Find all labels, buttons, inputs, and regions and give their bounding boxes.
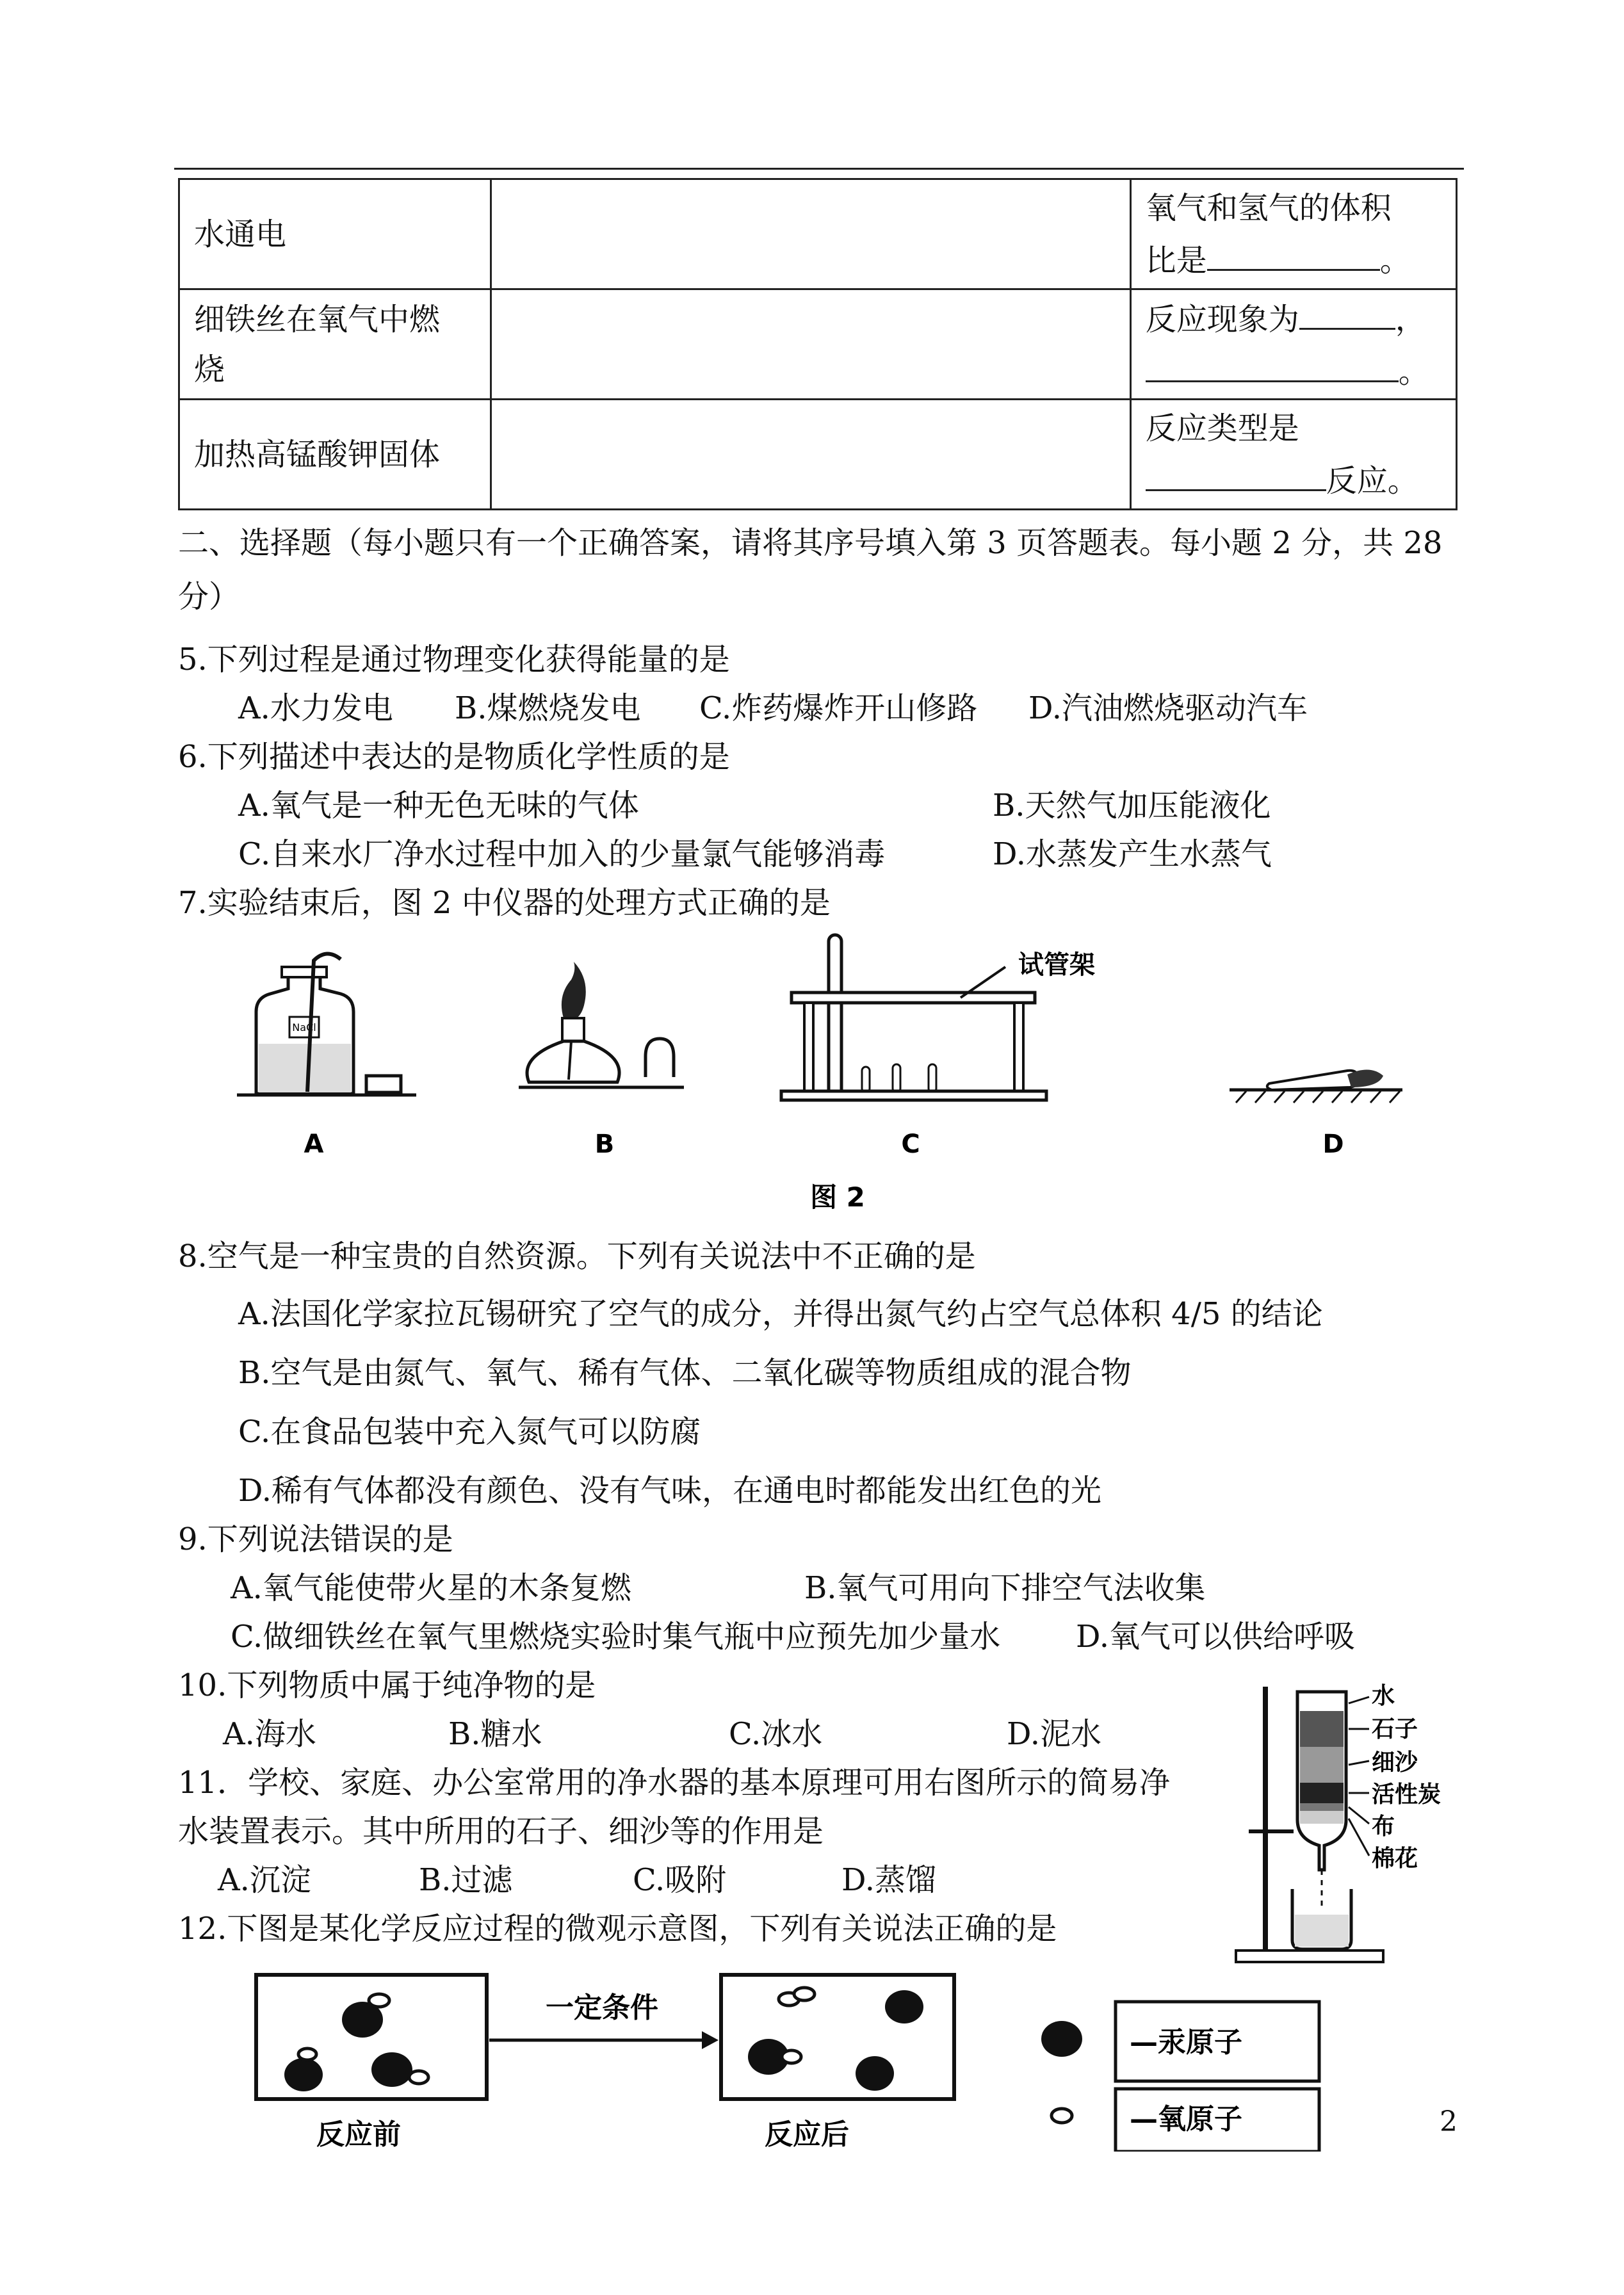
label-a: A: [304, 1130, 324, 1159]
section-heading: 二、选择题（每小题只有一个正确答案，请将其序号填入第 3 页答题表。每小题 2 分，共 28: [178, 525, 1443, 561]
option-a[interactable]: A.氧气能使带火星的木条复燃: [231, 1570, 631, 1606]
reaction-name: 烧: [194, 351, 225, 387]
reaction-name: 细铁丝在氧气中燃: [194, 301, 441, 337]
reaction-name-cell: [179, 289, 491, 400]
note-cell: [1130, 289, 1456, 400]
question-stem: 6.下列描述中表达的是物质化学性质的是: [178, 739, 730, 775]
table-row: [179, 179, 1457, 289]
option-d[interactable]: D.汽油燃烧驱动汽车: [1028, 690, 1308, 726]
table-row: [179, 289, 1457, 400]
answer-blank[interactable]: [1207, 233, 1380, 271]
question-stem: 10.下列物质中属于纯净物的是: [178, 1667, 596, 1703]
answer-blank[interactable]: [1146, 453, 1326, 491]
before-box: [256, 1975, 487, 2099]
water-filter-figure: [1223, 1678, 1492, 1972]
answer-blank[interactable]: [1299, 292, 1395, 330]
filter-label: 活性炭: [1372, 1781, 1441, 1808]
question-stem: 9.下列说法错误的是: [178, 1521, 453, 1557]
option-b[interactable]: B.空气是由氮气、氧气、稀有气体、二氧化碳等物质组成的混合物: [238, 1355, 1132, 1391]
note-line: 反应类型是: [1145, 410, 1299, 446]
label-d: D: [1322, 1130, 1344, 1159]
legend-mercury: [1041, 2002, 1319, 2081]
rack-label: 试管架: [1018, 950, 1095, 980]
instrument-b-alcohol-lamp[interactable]: [519, 962, 684, 1087]
water-filter-drawing: [1223, 1678, 1492, 1972]
option-b[interactable]: B.氧气可用向下排空气法收集: [804, 1570, 1206, 1606]
instrument-a-reagent-bottle[interactable]: [237, 953, 416, 1095]
option-a[interactable]: A.沉淀: [218, 1862, 311, 1898]
question-stem: 5.下列过程是通过物理变化获得能量的是: [178, 642, 730, 677]
figure-2: [218, 922, 1473, 1217]
figure-title: 图 2: [810, 1181, 865, 1213]
reaction-name: 水通电: [194, 216, 287, 252]
option-a[interactable]: A.氧气是一种无色无味的气体: [238, 788, 639, 823]
reaction-name: 加热高锰酸钾固体: [194, 436, 441, 473]
reaction-name-cell: [179, 400, 491, 510]
option-c[interactable]: C.自来水厂净水过程中加入的少量氯气能够消毒: [238, 836, 886, 872]
condition-label: 一定条件: [546, 1991, 658, 2024]
label-c: C: [901, 1130, 920, 1159]
option-d[interactable]: D.稀有气体都没有颜色、没有气味，在通电时都能发出红色的光: [238, 1473, 1102, 1509]
legend-oxygen: [1052, 2089, 1319, 2152]
question-stem: 水装置表示。其中所用的石子、细沙等的作用是: [178, 1813, 824, 1849]
option-d[interactable]: D.泥水: [1007, 1716, 1102, 1752]
option-c[interactable]: C.在食品包装中充入氮气可以防腐: [238, 1414, 701, 1450]
after-box: [721, 1975, 954, 2099]
note-line: 。: [1146, 345, 1441, 397]
before-label: 反应前: [316, 2118, 401, 2151]
option-c[interactable]: C.吸附: [633, 1862, 727, 1898]
legend-mercury-label: —汞原子: [1130, 2026, 1242, 2059]
option-a[interactable]: A.海水: [223, 1716, 316, 1752]
reaction-name-cell: [179, 179, 491, 289]
option-d[interactable]: D.水蒸发产生水蒸气: [993, 836, 1272, 872]
filter-label: 棉花: [1372, 1845, 1418, 1872]
note-line: 比是 。: [1146, 233, 1441, 286]
option-b[interactable]: B.天然气加压能液化: [993, 788, 1271, 823]
option-d[interactable]: D.氧气可以供给呼吸: [1076, 1619, 1356, 1655]
label-b: B: [594, 1130, 615, 1159]
equation-cell[interactable]: [491, 289, 1130, 400]
option-a[interactable]: A.法国化学家拉瓦锡研究了空气的成分，并得出氮气约占空气总体积 4/5 的结论: [238, 1296, 1323, 1332]
note-cell: [1130, 400, 1456, 510]
option-a[interactable]: A.水力发电: [238, 690, 393, 726]
reaction-table: [178, 178, 1458, 510]
option-d[interactable]: D.蒸馏: [841, 1862, 937, 1898]
question-stem: 12.下图是某化学反应过程的微观示意图，下列有关说法正确的是: [178, 1911, 1057, 1947]
question-stem: 8.空气是一种宝贵的自然资源。下列有关说法中不正确的是: [178, 1238, 976, 1274]
option-c[interactable]: C.做细铁丝在氧气里燃烧实验时集气瓶中应预先加少量水: [231, 1619, 1001, 1655]
equation-cell[interactable]: [491, 400, 1130, 510]
oxygen-atom-icon: [1052, 2109, 1072, 2123]
filter-label: 细沙: [1372, 1749, 1418, 1776]
option-b[interactable]: B.过滤: [419, 1862, 513, 1898]
answer-blank[interactable]: [1146, 345, 1399, 382]
reaction-diagram-drawing: [243, 1959, 1345, 2152]
bottle-label: NaCl: [292, 1021, 316, 1034]
legend-oxygen-label: —氧原子: [1130, 2103, 1242, 2136]
filter-label: 水: [1372, 1683, 1395, 1709]
mercury-atom-icon: [1041, 2021, 1082, 2057]
header-rule: [174, 168, 1464, 170]
option-b[interactable]: B.煤燃烧发电: [455, 690, 641, 726]
filter-label: 布: [1372, 1813, 1395, 1840]
note-line: 反应。: [1146, 453, 1441, 506]
option-c[interactable]: C.冰水: [729, 1716, 823, 1752]
filter-label: 石子: [1372, 1716, 1418, 1742]
table-row: [179, 400, 1457, 510]
section-heading-cont: 分）: [178, 579, 240, 615]
figure-2-drawing: [218, 922, 1473, 1217]
after-label: 反应后: [765, 2118, 849, 2151]
equation-cell[interactable]: [491, 179, 1130, 289]
page-number: 2: [1440, 2105, 1458, 2138]
option-b[interactable]: B.糖水: [448, 1716, 542, 1752]
note-line: 氧气和氢气的体积: [1145, 190, 1392, 226]
reaction-diagram: [243, 1959, 1345, 2152]
instrument-c-test-tube-rack[interactable]: [781, 935, 1095, 1100]
instrument-d-test-tube[interactable]: [1230, 1069, 1402, 1103]
option-c[interactable]: C.炸药爆炸开山修路: [699, 690, 978, 726]
note-cell: [1130, 179, 1456, 289]
question-stem: 11．学校、家庭、办公室常用的净水器的基本原理可用右图所示的简易净: [178, 1765, 1171, 1801]
question-stem: 7.实验结束后，图 2 中仪器的处理方式正确的是: [178, 885, 831, 921]
note-line: 反应现象为 ，: [1146, 292, 1441, 345]
